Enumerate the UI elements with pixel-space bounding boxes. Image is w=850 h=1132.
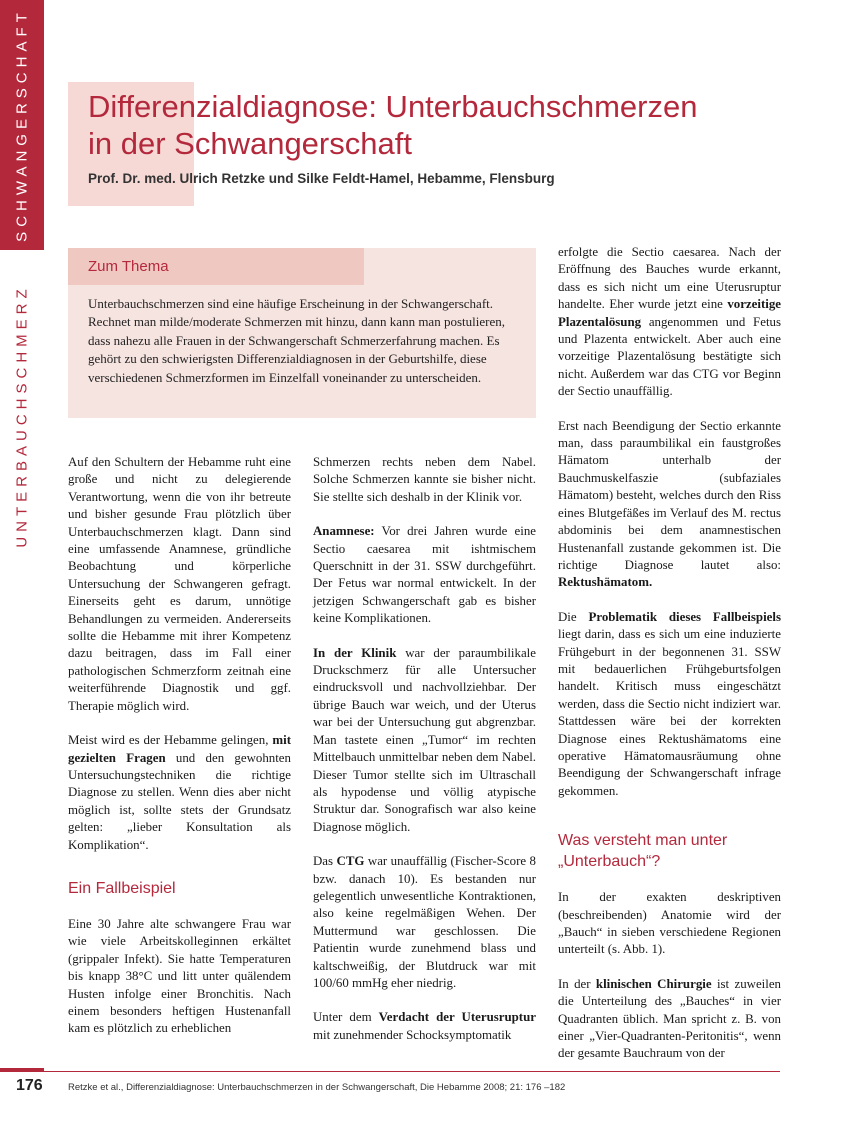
paragraph: Schmerzen rechts neben dem Nabel. Solche Schmerzen kannte sie bisher nicht. Sie stellte sich deshalb in der Klinik vor. bbox=[313, 455, 536, 504]
article-title bbox=[88, 88, 788, 162]
zum-thema-box bbox=[68, 248, 536, 418]
section-heading-fallbeispiel: Ein Fallbeispiel bbox=[68, 879, 176, 897]
body-column-3 bbox=[558, 244, 781, 1080]
title-line-1: Differenzialdiagnose: Unterbauchschmerzen bbox=[88, 89, 698, 124]
section-heading-unterbauch: Was versteht man unter „Unterbauch“? bbox=[558, 832, 728, 871]
paragraph: Unter dem Verdacht der Uterusruptur mit zunehmender Schocksymptomatik bbox=[313, 1010, 536, 1042]
paragraph: In der exakten deskriptiven (beschreibenden) Anatomie wird der „Bauch“ in sieben verschiedene Regionen unterteilt (s. Abb. 1). bbox=[558, 890, 781, 957]
footer-rule bbox=[44, 1071, 780, 1072]
paragraph: Erst nach Beendigung der Sectio erkannte man, dass paraumbilikal ein faustgroßes Hämatom unterhalb der Bauchmuskelfaszie (subfaziales Hämatom) besteht, welches durch den Riss eines Blutgefäßes im Verlauf des M. rectus abdominis bei dem anamnestischen Hustenanfall zustande gekommen ist. Die richtige Diagnose lautet also: Rektushämatom. bbox=[558, 418, 781, 590]
paragraph: Die Problematik dieses Fallbeispiels liegt darin, dass es sich um eine induzierte Frühgeburt in der begonnenen 31. SSW mit bedauerlichen Frühgeburtsfolgen handelt. Kritisch muss eingeschätzt werden, dass die Sectio nicht indiziert war. Stattdessen wäre bei der korrekten Diagnose eines Rektushämatoms eine operative Hämatomausräumung ohne Beendigung der Schwangerschaft infrage gekommen. bbox=[558, 609, 781, 798]
side-section-label: SCHWANGERSCHAFT bbox=[13, 8, 31, 242]
footer-accent-bar bbox=[0, 1068, 44, 1072]
page-number: 176 bbox=[16, 1077, 43, 1094]
zum-thema-text: Unterbauchschmerzen sind eine häufige Erscheinung in der Schwangerschaft. Rechnet man milde/moderate Schmerzen mit hinzu, dann kann man postulieren, dass nahezu alle Frauen in der Schwangerschaft Schmerzerfahrung machen. Es gehört zu den schwierigsten Differenzialdiagnosen in der Geburtshilfe, diese verschiedenen Schmerzformen im Einzelfall voneinander zu unterscheiden. bbox=[88, 296, 505, 385]
paragraph: Das CTG war unauffällig (Fischer-Score 8 bzw. danach 10). Es bestanden nur gelegentlich unwesentliche Kontraktionen, also keine regelmäßigen Wehen. Der Muttermund war geschlossen. Die Patientin wurde zunehmend blass und kaltschweißig, der Blutdruck war mit 100/60 mmHg eher niedrig. bbox=[313, 854, 536, 990]
body-column-1 bbox=[68, 454, 291, 1055]
body-column-2 bbox=[313, 454, 536, 1061]
article-authors: Prof. Dr. med. Ulrich Retzke und Silke Feldt-Hamel, Hebamme, Flensburg bbox=[88, 171, 555, 186]
paragraph: Anamnese: Vor drei Jahren wurde eine Sectio caesarea mit ishtmischem Querschnitt in der 31. SSW durchgeführt. Der Fetus war normal entwickelt. In der jetzigen Schwangerschaft gab es bisher keine Komplikationen. bbox=[313, 524, 536, 626]
footer-citation: Retzke et al., Differenzialdiagnose: Unterbauchschmerzen in der Schwangerschaft, Die Hebamme 2008; 21: 176 –182 bbox=[68, 1082, 566, 1093]
paragraph: Meist wird es der Hebamme gelingen, mit gezielten Fragen und den gewohnten Untersuchungstechniken die richtige Diagnose zu stellen. Wenn dies aber nicht möglich ist, sollte stets der Grundsatz gelten: „lieber Konsultation als Komplikation“. bbox=[68, 733, 291, 852]
title-line-2: in der Schwangerschaft bbox=[88, 126, 412, 161]
paragraph: Eine 30 Jahre alte schwangere Frau war wie viele Arbeitskolleginnen erkältet (grippaler Infekt). Sie hatte Temperaturen bis knapp 38°C und litt unter quälendem Husten infolge einer Bronchitis. Nach einem besonders heftigen Hustenanfall kam es plötzlich zu erheblichen bbox=[68, 916, 291, 1036]
paragraph: erfolgte die Sectio caesarea. Nach der Eröffnung des Bauches wurde erkannt, dass es sich nicht um eine Uterusruptur handelte. Eher wurde jetzt eine vorzeitige Plazentalösung angenommen und Fetus und Plazenta entwickelt. Aber auch eine vorzeitige Plazentalösung bestätigte sich nicht. Außerdem war das CTG vor Beginn der Sectio unauffällig. bbox=[558, 245, 781, 399]
paragraph: Auf den Schultern der Hebamme ruht eine große und nicht zu delegierende Verantwortung, wenn die von ihr betreute und bisher gesunde Frau plötzlich über Unterbauchschmerzen klagt. Dann sind eine umfassende Anamnese, gründliche Beobachtung und körperliche Untersuchung der Schwangeren gefragt. Einerseits geht es darum, unnötige Behandlungen zu vermeiden. Andererseits sollte die Hebamme mit ihrer Kompetenz dazu beitragen, dass im Fall einer pathologischen Schmerzform zeitnah eine weiterführende Diagnostik und ggf. Therapie möglich wird. bbox=[68, 455, 291, 713]
side-topic-label: UNTERBAUCHSCHMERZ bbox=[13, 284, 31, 548]
paragraph: In der Klinik war der paraumbilikale Druckschmerz für alle Untersucher eindrucksvoll und nachvollziehbar. Der übrige Bauch war weich, und der Uterus war bei der Untersuchung gut abgrenzbar. Man tastete einen „Tumor“ im rechten Mittelbauch unmittelbar neben dem Nabel. Dieser Tumor stellte sich im Ultraschall als hypodense und völlig atypische Struktur dar. Sonografisch war also keine Diagnose möglich. bbox=[313, 645, 536, 834]
paragraph: In der klinischen Chirurgie ist zuweilen die Unterteilung des „Bauches“ in vier Quadranten üblich. Man spricht z. B. von einer „Vier-Quadranten-Peritonitis“, wenn der gesamte Bauchraum von der bbox=[558, 976, 781, 1061]
zum-thema-title: Zum Thema bbox=[88, 258, 169, 275]
